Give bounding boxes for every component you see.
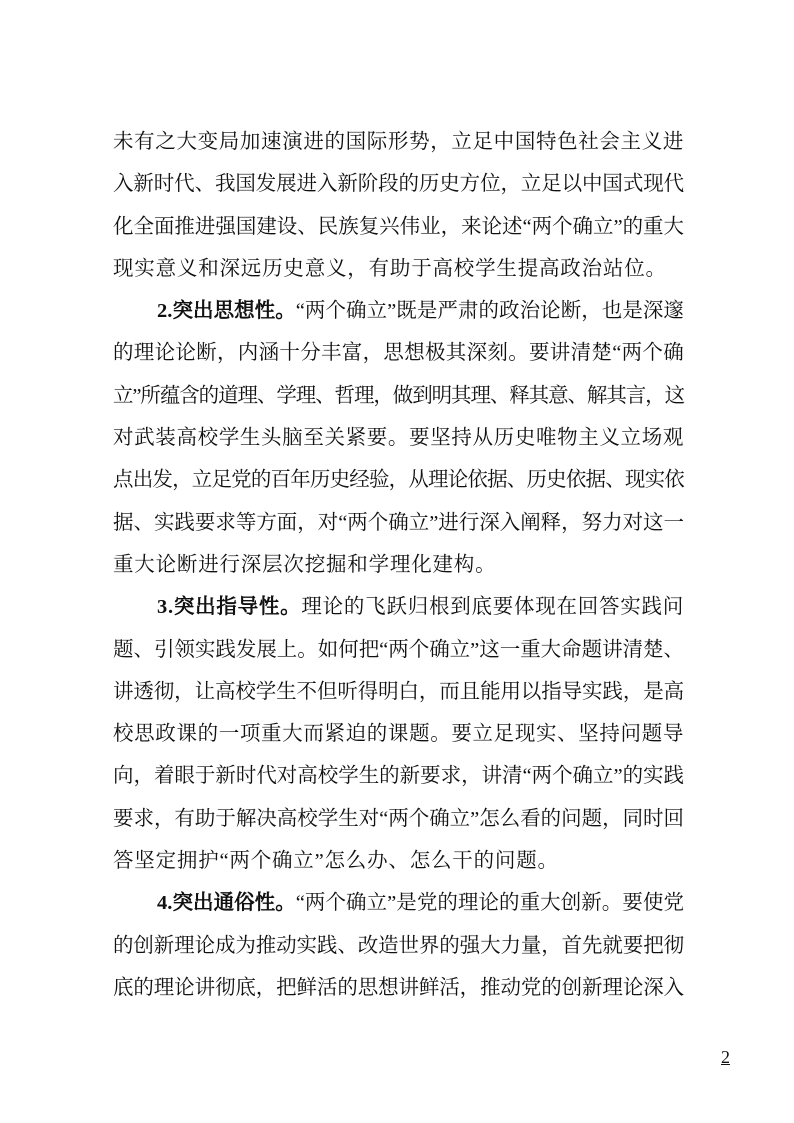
line-text: 化全面推进强国建设、民族复兴伟业，来论述“两个确立”的重大 bbox=[113, 215, 684, 238]
line-text: 校思政课的一项重大而紧迫的课题。要立足现实、坚持问题导 bbox=[113, 723, 684, 746]
text-line bbox=[113, 121, 684, 163]
text-line bbox=[113, 502, 684, 544]
text-line bbox=[113, 840, 684, 882]
line-text: 答坚定拥护“两个确立”怎么办、怎么干的问题。 bbox=[113, 850, 559, 873]
line-text: 的理论论断，内涵十分丰富，思想极其深刻。要讲清楚“两个确 bbox=[113, 342, 684, 365]
paragraph-first-line bbox=[113, 882, 684, 924]
text-line bbox=[113, 459, 684, 501]
line-text: 未有之大变局加速演进的国际形势，立足中国特色社会主义进 bbox=[113, 131, 684, 153]
line-text-rest: “两个确立”既是严肃的政治论断，也是深邃 bbox=[295, 300, 684, 323]
text-line bbox=[113, 417, 684, 459]
paragraph-first-line bbox=[113, 290, 684, 332]
text-line bbox=[113, 629, 684, 671]
line-text: 要求，有助于解决高校学生对“两个确立”怎么看的问题，同时回 bbox=[113, 807, 684, 830]
line-text: 题、引领实践发展上。如何把“两个确立”这一重大命题讲清楚、 bbox=[113, 638, 684, 661]
section-heading: 2.突出思想性。 bbox=[157, 300, 296, 323]
line-text: 重大论断进行深层次挖掘和学理化建构。 bbox=[113, 553, 497, 576]
text-line bbox=[113, 544, 684, 586]
text-line bbox=[113, 332, 684, 374]
line-text: 的创新理论成为推动实践、改造世界的强大力量，首先就要把彻 bbox=[113, 934, 684, 957]
line-text bbox=[157, 586, 684, 628]
line-text bbox=[157, 290, 684, 332]
text-line bbox=[113, 163, 684, 205]
line-text: 现实意义和深远历史意义，有助于高校学生提高政治站位。 bbox=[113, 257, 667, 280]
body-text bbox=[113, 121, 684, 1009]
line-text: 讲透彻，让高校学生不但听得明白，而且能用以指导实践，是高 bbox=[113, 680, 684, 703]
line-text: 底的理论讲彻底，把鲜活的思想讲鲜活，推动党的创新理论深入 bbox=[113, 976, 684, 999]
line-text: 对武装高校学生头脑至关紧要。要坚持从历史唯物主义立场观 bbox=[113, 427, 684, 450]
line-text bbox=[157, 882, 684, 924]
line-text: 点出发，立足党的百年历史经验，从理论依据、历史依据、现实依 bbox=[113, 469, 684, 492]
page-number: 2 bbox=[721, 1047, 730, 1067]
text-line bbox=[113, 713, 684, 755]
line-text: 入新时代、我国发展进入新阶段的历史方位，立足以中国式现代 bbox=[113, 173, 684, 196]
text-line bbox=[113, 206, 684, 248]
section-heading: 3.突出指导性。 bbox=[157, 596, 302, 619]
text-line bbox=[113, 967, 684, 1009]
text-line bbox=[113, 925, 684, 967]
line-text: 据、实践要求等方面，对“两个确立”进行深入阐释，努力对这一 bbox=[113, 511, 684, 534]
line-text: 立”所蕴含的道理、学理、哲理，做到明其理、释其意、解其言，这 bbox=[113, 384, 684, 407]
text-line bbox=[113, 755, 684, 797]
text-line bbox=[113, 671, 684, 713]
line-text-rest: “两个确立”是党的理论的重大创新。要使党 bbox=[295, 892, 684, 915]
text-line bbox=[113, 375, 684, 417]
text-line bbox=[113, 248, 684, 290]
paragraph-first-line bbox=[113, 586, 684, 628]
text-line bbox=[113, 798, 684, 840]
line-text: 向，着眼于新时代对高校学生的新要求，讲清“两个确立”的实践 bbox=[113, 765, 684, 788]
line-text-rest: 理论的飞跃归根到底要体现在回答实践问 bbox=[301, 596, 685, 619]
section-heading: 4.突出通俗性。 bbox=[157, 892, 296, 915]
